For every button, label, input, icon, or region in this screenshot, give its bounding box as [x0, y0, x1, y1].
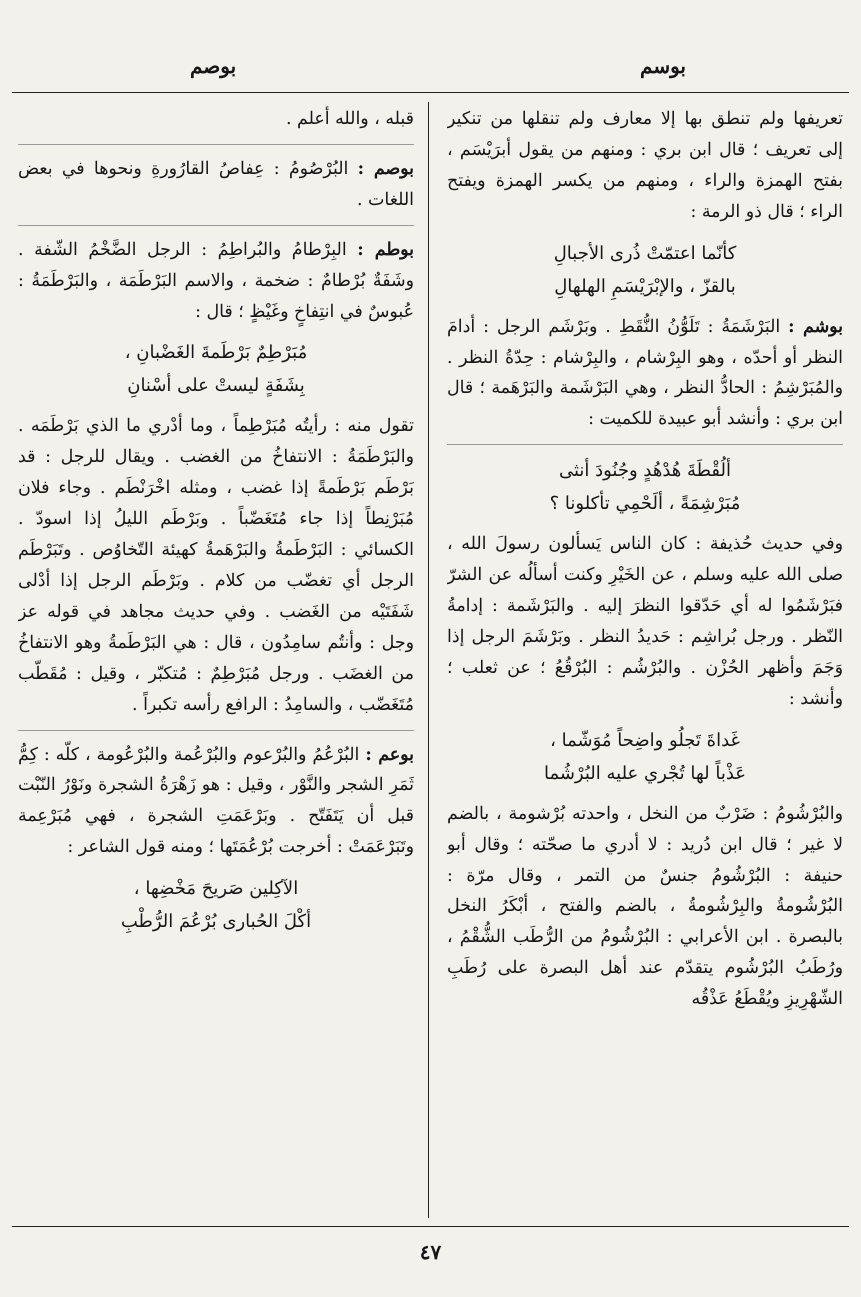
verse-line: بالقزّ ، والإبْرَيْسَمِ الهلهالِ — [554, 275, 736, 297]
entry-text: تعريفها ولم تنطق بها إلا معارف ولم تنقلها من تنكير إلى تعريف ؛ قال ابن بري : ومنهم من يقول أبرَيْسَم ، بفتح الهمزة والراء ، ومنهم من يكسر الهمزة ويفتح الراء ؛ قال ذو الرمة : — [447, 109, 843, 222]
entry-paragraph — [18, 154, 414, 226]
verse-line: مُبَرْشِمَةً ، ألَحْمِي تأكلونا ؟ — [549, 493, 741, 515]
page-number: ٤٧ — [419, 1240, 442, 1264]
page-header-left: بوصم — [190, 54, 237, 78]
entry-headword: بوشم : — [788, 316, 843, 337]
verse-line: بِشَفَةٍ ليستْ على أسْنانِ — [127, 375, 305, 397]
entry-paragraph — [18, 104, 414, 145]
left-column — [18, 104, 414, 1216]
entry-paragraph — [447, 312, 843, 446]
column-divider — [428, 102, 429, 1218]
entry-headword: بوطم : — [357, 239, 414, 260]
entry-text: وفي حديث حُذيفة : كان الناس يَسألون رسولَ الله ، صلى الله عليه وسلم ، عن الخَيْرِ وكنت أسألُه عن الشرّ فبَرْشَمُوا له أي حَدّقوا النظرَ إليه . والبَرْشَمة : إدامةُ النّظر . ورجل بُراشِم : حَديدُ النظر . وبَرْشَمَ الرجل إذا وَجَمَ وأظهر الحُزْن . والبُرْشُم : البُرْقُعُ ؛ عن ثعلب ؛ وأنشد : — [447, 534, 843, 709]
entry-paragraph — [447, 529, 843, 714]
verse-line: كأنّما اعتمّتْ ذُرى الأجبالِ — [553, 242, 737, 264]
entry-text: تقول منه : رأيتُه مُبَرْطِماً ، وما أدْري ما الذي بَرْطَمَه . والبَرْطَمَةُ : الانتفاخُ من الغضب . ويقال للرجل : قد بَرْطَم بَرْطَمةً إذا غضب ، ومثله اخْرَنْطَم . وجاء فلان مُبَرْنِطاً إذا جاء مُتَغَضّباً . وبَرْطَم الليلُ إذا اسودّ . الكسائي : البَرْطَمةُ والبَرْهَمةُ كهيئة التّخاوُص . وتَبَرْطَم الرجل أي تغضّب من كلام . وبَرْطَم الرجل إذا أدْلى شَفَتَيْه من الغَضب . وفي حديث مجاهد في قوله عز وجل : وأنتُم سامِدُون ، قال : هي البَرْطَمةُ وهو الانتفاخُ من الغضَب . ورجل مُبَرْطِمٌ : مُتكبّر ، وقيل : مُقَطّب مُتَغَضّب ، والسامِدُ : الرافع رأسه تكبراً . — [18, 416, 414, 715]
verse-line: أكْلَ الحُبارى بُرْعُمَ الرُّطْبِ — [120, 911, 312, 933]
right-column — [447, 104, 843, 1216]
top-rule — [12, 92, 849, 93]
entry-paragraph — [18, 235, 414, 328]
verse-line: غَداةَ تَجلُو واضِحاً مُوَشّما ، — [550, 729, 740, 751]
entry-paragraph — [18, 411, 414, 730]
entry-text: البُرْصُومُ : عِفاصُ القارُورةِ ونحوها في بعض اللغات . — [18, 158, 414, 210]
entry-text: قبله ، والله أعلم . — [285, 109, 414, 129]
bottom-rule — [12, 1226, 849, 1227]
verse-line: مُبَرْطِمٌ بَرْطَمةَ الغَضْبانِ ، — [124, 342, 308, 364]
verse-block — [18, 872, 414, 938]
verse-line: عَذْباً لها تُجْري عليه البُرْشُما — [543, 762, 747, 784]
entry-headword: بوصم : — [357, 158, 414, 179]
entry-paragraph — [447, 104, 843, 228]
page-header-right: بوسم — [640, 54, 686, 78]
verse-block — [447, 237, 843, 303]
verse-line: الآكِلين صَريحَ مَخْضِها ، — [133, 878, 299, 900]
verse-block — [18, 336, 414, 402]
entry-text: والبُرْشُومُ : ضَرْبٌ من النخل ، واحدته بُرْشومة ، بالضم لا غير ؛ قال ابن دُريد : لا أدري ما صحّته ؛ وقال أبو حنيفة : البُرْشُومُ جنسٌ من التمر ، وقال مرّة : البُرْشُومةُ والبِرْشُومةُ ، بالضم والفتح ، أبْكَرُ النخل بالبصرة . ابن الأعرابي : البُرْشُومُ من الرُّطَب الشُّقْمُ ، ورُطَبُ البُرْشُوم يتقدّم عند أهل البصرة على رُطَبِ الشّهْرِيزِ ويُقْطَعُ عَذْقُه — [447, 803, 843, 1010]
entry-paragraph — [18, 740, 414, 864]
entry-text: البُرْعُمُ والبُرْعوم والبُرْعُمة والبُرْعُومة ، كلّه : كِمُّ ثَمَرِ الشجر والنَّوْر ، وقيل : هو زَهْرَةُ الشجرة ونَوْرُ النّبْت قبل أن يَتَفَتّح . وبَرْعَمَتِ الشجرة ، فهي مُبَرْعِمة وتَبَرْعَمَتْ : أخرجت بُرْعُمَتَها ؛ ومنه قول الشاعر : — [18, 744, 414, 858]
entry-paragraph — [447, 799, 843, 1015]
verse-line: ألُقْطَةَ هُدْهُدٍ وجُنُودَ أنثى — [558, 460, 732, 482]
entry-text: البَرْشَمَةُ : تَلَوُّنُ النُّقَطِ . وبَرْشَم الرجل : أدامَ النظر أو أحدّه ، وهو البِرْشام ، والبِرْشام : حِدّةُ النظر . والمُبَرْشِمُ : الحادُّ النظر ، وهي البَرْشَمة والبَرْهَمة ؛ قال ابن بري : وأنشد أبو عبيدة للكميت : — [447, 316, 843, 430]
entry-text: البِرْطامُ والبُراطِمُ : الرجل الضَّخْمُ الشّفة . وشَفَةٌ بُرْطامٌ : ضخمة ، والاسم البَرْطَمَة ، والبَرْطَمَةُ : عُبوسٌ في انتِفاخٍ وغَيْظٍ ؛ قال : — [18, 239, 414, 322]
verse-block — [447, 724, 843, 790]
entry-headword: بوعم : — [365, 744, 414, 765]
verse-block — [447, 454, 843, 520]
